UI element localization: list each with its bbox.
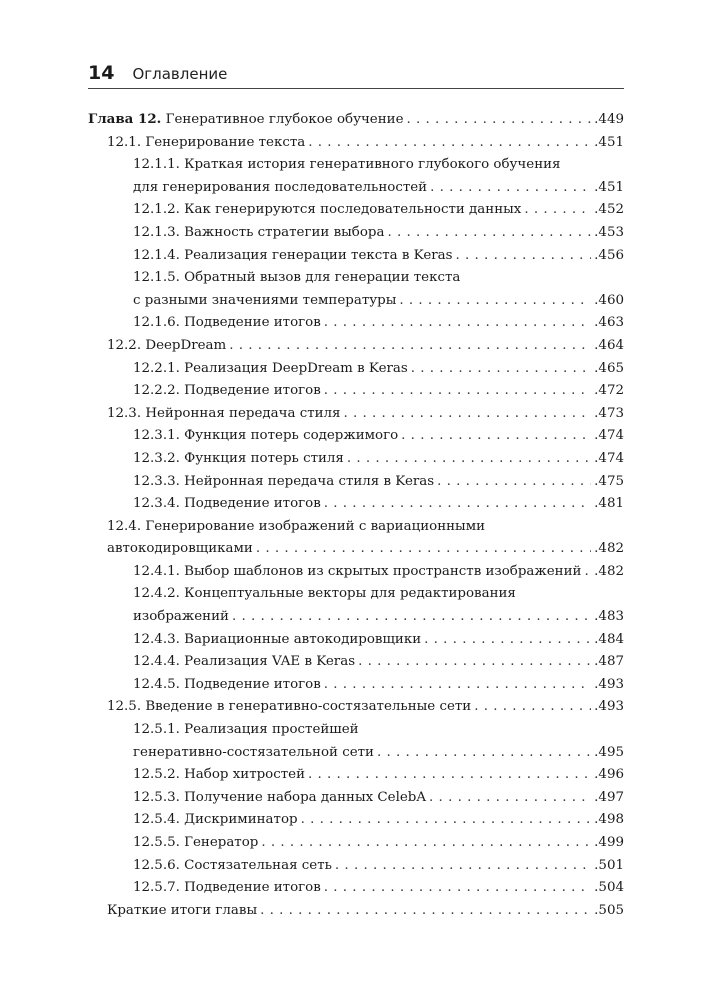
toc-page-number: .474 xyxy=(594,428,624,444)
toc-page-number: .449 xyxy=(594,112,624,127)
dot-leader xyxy=(399,290,591,313)
dot-leader xyxy=(261,832,591,855)
dot-leader xyxy=(524,199,591,222)
toc-page-number: .453 xyxy=(594,224,624,240)
toc-page-number: .465 xyxy=(594,360,624,376)
dot-leader xyxy=(456,245,592,268)
toc-entry-title: 12.3. Нейронная передача стиля xyxy=(107,405,341,421)
toc-entry[interactable] xyxy=(88,132,624,155)
dot-leader xyxy=(260,900,591,923)
dot-leader xyxy=(401,425,591,448)
toc-entry-line xyxy=(133,245,624,268)
toc-entry-title: 12.5.1. Реализация простейшей xyxy=(133,722,359,738)
toc-page-number: .463 xyxy=(594,315,624,331)
toc-entry-title: 12.2. DeepDream xyxy=(107,337,227,353)
page-header xyxy=(88,62,624,89)
toc-entry[interactable] xyxy=(88,696,624,719)
toc-entry[interactable] xyxy=(88,855,624,878)
toc-entry-line xyxy=(133,855,624,878)
toc-entry[interactable] xyxy=(88,471,624,494)
toc-page-number: .501 xyxy=(594,857,624,873)
toc-entry-title: 12.1.2. Как генерируются последовательности данных xyxy=(133,202,522,218)
dot-leader xyxy=(358,651,591,674)
toc-entry-line xyxy=(133,222,624,245)
toc-entry-title: автокодировщиками xyxy=(107,541,253,557)
toc-entry-title: 12.1.4. Реализация генерации текста в Keras xyxy=(133,247,453,263)
dot-leader xyxy=(301,809,592,832)
toc-entry-title: 12.5.4. Дискриминатор xyxy=(133,812,298,828)
toc-entry-title: 12.4.4. Реализация VAE в Keras xyxy=(133,654,356,670)
toc-entry-line xyxy=(133,448,624,471)
toc-entry-line xyxy=(133,177,624,200)
toc-entry-title: для генерирования последовательностей xyxy=(133,179,428,195)
toc-entry-line xyxy=(107,132,624,155)
toc-page-number: .464 xyxy=(594,337,624,353)
toc-entry-line xyxy=(107,335,624,358)
toc-entry-title: генеративно-состязательной сети xyxy=(133,744,374,760)
toc-entry-line xyxy=(133,312,624,335)
toc-entry[interactable] xyxy=(88,267,624,312)
toc-entry-line xyxy=(133,606,624,629)
toc-entry[interactable] xyxy=(88,787,624,810)
toc-entry-line xyxy=(133,425,624,448)
chapter-label: Глава 12. xyxy=(88,111,162,127)
toc-entry-line xyxy=(133,561,624,584)
dot-leader xyxy=(308,764,591,787)
toc-entry[interactable] xyxy=(88,448,624,471)
toc-entry-title: 12.3.2. Функция потерь стиля xyxy=(133,450,344,466)
toc-page-number: .473 xyxy=(594,405,624,421)
toc-page-number: .498 xyxy=(594,812,624,828)
toc-entry[interactable] xyxy=(88,222,624,245)
toc-entry-title: 12.5.5. Генератор xyxy=(133,835,259,850)
toc-page-number: .496 xyxy=(594,767,624,783)
toc-entry-line xyxy=(133,358,624,381)
toc-page-number: .483 xyxy=(594,609,624,625)
toc-page-number: .474 xyxy=(594,450,624,466)
toc-entry-line xyxy=(133,471,624,494)
toc-page-number: .487 xyxy=(594,654,624,670)
toc-page-number: .493 xyxy=(594,676,624,692)
toc-entry[interactable] xyxy=(88,199,624,222)
toc-entry-line xyxy=(133,787,624,810)
toc-page-number: .499 xyxy=(594,835,624,850)
toc-page-number: .482 xyxy=(594,563,624,579)
dot-leader xyxy=(411,358,591,381)
toc-entry[interactable] xyxy=(88,425,624,448)
toc-entry-title: с разными значениями температуры xyxy=(133,292,397,308)
dot-leader xyxy=(424,629,591,652)
dot-leader xyxy=(324,312,591,335)
toc-entry[interactable] xyxy=(88,245,624,268)
toc-entry-line xyxy=(88,108,624,132)
toc-entry-title: Краткие итоги главы xyxy=(107,902,258,918)
toc-entry[interactable] xyxy=(88,900,624,923)
toc-page-number: .472 xyxy=(594,383,624,399)
toc-entry-title: 12.1.1. Краткая история генеративного глубокого обучения xyxy=(133,157,561,173)
toc-page-number: .495 xyxy=(594,744,624,760)
toc-entry-line xyxy=(133,651,624,674)
toc-entry-title: 12.3.4. Подведение итогов xyxy=(133,496,321,512)
toc-entry-line xyxy=(133,809,624,832)
toc-page-number: .460 xyxy=(594,292,624,308)
toc-entry[interactable] xyxy=(88,674,624,697)
toc-entry[interactable] xyxy=(88,108,624,132)
dot-leader xyxy=(324,674,591,697)
dot-leader xyxy=(474,696,591,719)
dot-leader xyxy=(324,877,591,900)
toc-entry-title: изображений xyxy=(133,609,229,625)
toc-entry[interactable] xyxy=(88,493,624,516)
toc-entry-line xyxy=(107,538,624,561)
toc-entry-title: 12.2.2. Подведение итогов xyxy=(133,383,321,399)
toc-entry-line xyxy=(133,583,624,606)
toc-entry-title: 12.4. Генерирование изображений с вариационными xyxy=(107,518,486,534)
toc-entry-title: 12.4.3. Вариационные автокодировщики xyxy=(133,631,422,647)
toc-page-number: .497 xyxy=(594,789,624,805)
dot-leader xyxy=(308,132,591,155)
toc-entry-line xyxy=(133,629,624,652)
toc-page-number: .451 xyxy=(594,179,624,195)
toc-entry-line xyxy=(133,764,624,787)
toc-entry-line xyxy=(133,493,624,516)
table-of-contents xyxy=(88,108,624,922)
toc-entry-title: 12.4.1. Выбор шаблонов из скрытых пространств изображений xyxy=(133,563,582,579)
toc-page-number: .456 xyxy=(594,247,624,263)
toc-page-number: .493 xyxy=(594,699,624,715)
toc-entry-title: 12.5.6. Состязательная сеть xyxy=(133,857,332,873)
toc-entry-line xyxy=(133,832,624,855)
toc-entry-line xyxy=(133,674,624,697)
toc-entry[interactable] xyxy=(88,583,624,628)
dot-leader xyxy=(429,787,591,810)
page-number: 14 xyxy=(88,62,115,84)
toc-entry[interactable] xyxy=(88,764,624,787)
dot-leader xyxy=(407,109,592,132)
toc-entry-title: 12.3.1. Функция потерь содержимого xyxy=(133,428,399,444)
toc-entry-title: 12.5.3. Получение набора данных CelebA xyxy=(133,789,427,805)
toc-entry[interactable] xyxy=(88,832,624,855)
toc-entry[interactable] xyxy=(88,403,624,426)
toc-entry-title: 12.4.2. Концептуальные векторы для редактирования xyxy=(133,586,516,602)
toc-entry-line xyxy=(107,900,624,923)
toc-entry[interactable] xyxy=(88,809,624,832)
toc-entry-title: 12.1.5. Обратный вызов для генерации текста xyxy=(133,270,461,286)
dot-leader xyxy=(324,380,591,403)
toc-entry-line xyxy=(133,154,624,177)
toc-entry-line xyxy=(133,290,624,313)
toc-entry-line xyxy=(133,719,624,742)
running-title: Оглавление xyxy=(132,65,228,83)
dot-leader xyxy=(347,448,591,471)
toc-entry-line xyxy=(107,516,624,539)
toc-page-number: .452 xyxy=(594,202,624,218)
toc-page-number: .505 xyxy=(594,902,624,918)
toc-entry[interactable] xyxy=(88,516,624,561)
dot-leader xyxy=(584,561,591,584)
toc-entry-line xyxy=(107,696,624,719)
toc-entry-line xyxy=(133,267,624,290)
toc-entry[interactable] xyxy=(88,629,624,652)
dot-leader xyxy=(324,493,591,516)
toc-entry[interactable] xyxy=(88,335,624,358)
toc-entry[interactable] xyxy=(88,358,624,381)
toc-entry-line xyxy=(133,380,624,403)
toc-entry[interactable] xyxy=(88,719,624,764)
toc-entry[interactable] xyxy=(88,312,624,335)
toc-page-number: .482 xyxy=(594,541,624,557)
dot-leader xyxy=(232,606,591,629)
toc-entry-title: 12.1.6. Подведение итогов xyxy=(133,315,321,331)
toc-entry-title: 12.1.3. Важность стратегии выбора xyxy=(133,224,385,240)
toc-page-number: .481 xyxy=(594,496,624,512)
toc-entry-title: 12.5.7. Подведение итогов xyxy=(133,880,321,896)
toc-entry-line xyxy=(133,742,624,765)
toc-entry[interactable] xyxy=(88,380,624,403)
toc-entry-title: 12.2.1. Реализация DeepDream в Keras xyxy=(133,360,408,376)
dot-leader xyxy=(387,222,591,245)
toc-page-number: .451 xyxy=(594,134,624,150)
toc-entry-title: Генеративное глубокое обучение xyxy=(165,112,404,127)
toc-entry-title: 12.4.5. Подведение итогов xyxy=(133,676,321,692)
dot-leader xyxy=(256,538,591,561)
dot-leader xyxy=(343,403,591,426)
dot-leader xyxy=(437,471,591,494)
dot-leader xyxy=(229,335,591,358)
toc-page-number: .504 xyxy=(594,880,624,896)
toc-entry[interactable] xyxy=(88,154,624,199)
toc-entry-line xyxy=(133,877,624,900)
dot-leader xyxy=(377,742,591,765)
toc-entry-title: 12.3.3. Нейронная передача стиля в Keras xyxy=(133,473,435,489)
dot-leader xyxy=(430,177,591,200)
toc-page-number: .484 xyxy=(594,631,624,647)
toc-page-number: .475 xyxy=(594,473,624,489)
toc-entry[interactable] xyxy=(88,651,624,674)
toc-entry-title: 12.1. Генерирование текста xyxy=(107,134,306,150)
toc-entry-line xyxy=(107,403,624,426)
toc-entry-title: 12.5.2. Набор хитростей xyxy=(133,767,305,783)
toc-entry-title: 12.5. Введение в генеративно-состязательные сети xyxy=(107,699,472,715)
dot-leader xyxy=(335,855,591,878)
toc-entry[interactable] xyxy=(88,877,624,900)
toc-entry-line xyxy=(133,199,624,222)
toc-entry[interactable] xyxy=(88,561,624,584)
